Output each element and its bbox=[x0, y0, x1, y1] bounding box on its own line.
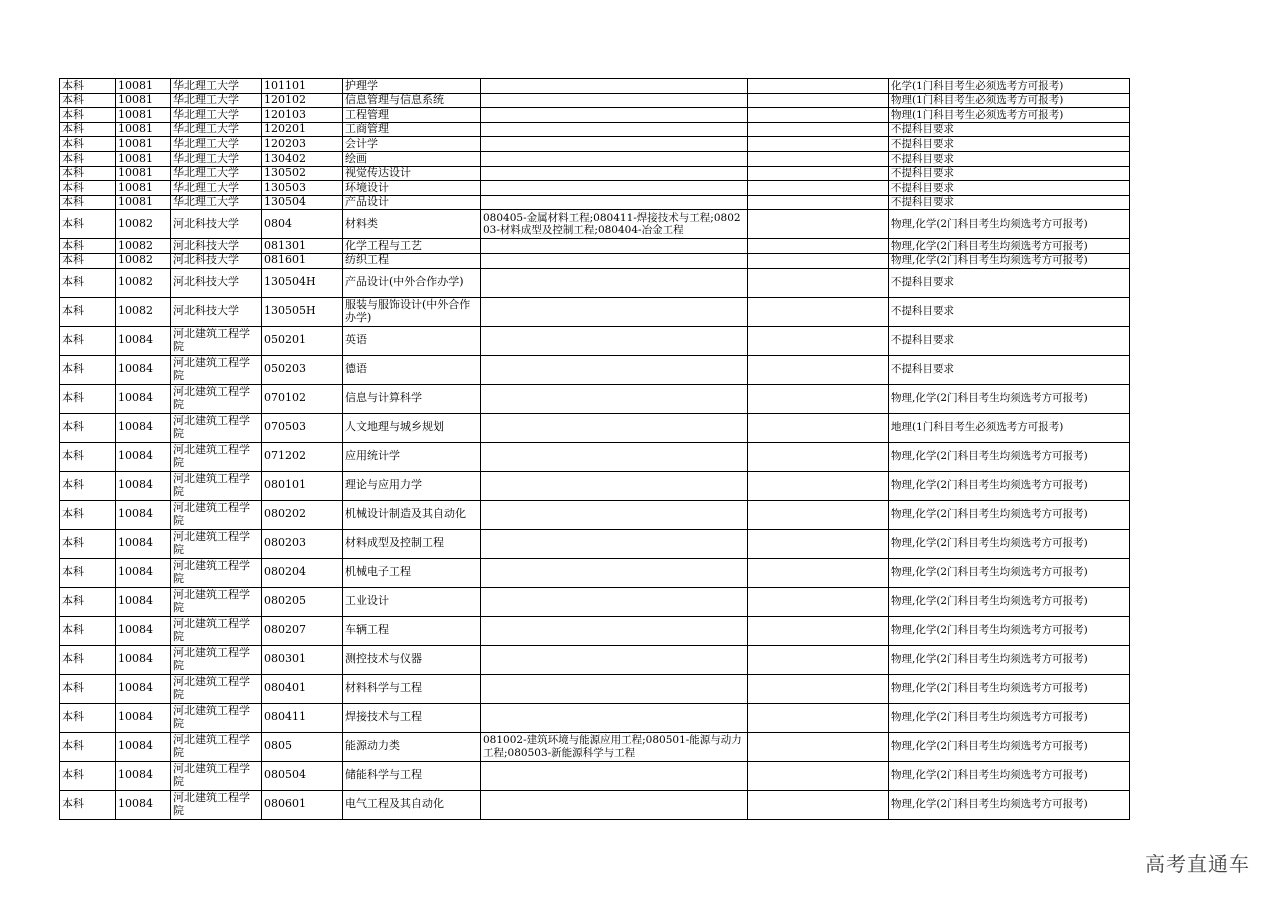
cell-subject-requirement: 不提科目要求 bbox=[889, 151, 1130, 166]
cell-school-name: 河北建筑工程学院 bbox=[171, 558, 262, 587]
cell-school-code: 10084 bbox=[116, 703, 171, 732]
cell-major-code: 130504H bbox=[262, 268, 343, 297]
cell-level: 本科 bbox=[60, 326, 116, 355]
cell-major-name: 德语 bbox=[343, 355, 481, 384]
cell-included-majors bbox=[481, 239, 748, 254]
cell-blank bbox=[748, 108, 889, 123]
cell-school-code: 10084 bbox=[116, 674, 171, 703]
cell-major-code: 080204 bbox=[262, 558, 343, 587]
cell-level: 本科 bbox=[60, 761, 116, 790]
cell-major-name: 绘画 bbox=[343, 151, 481, 166]
cell-subject-requirement: 物理,化学(2门科目考生均须选考方可报考) bbox=[889, 645, 1130, 674]
cell-major-name: 机械电子工程 bbox=[343, 558, 481, 587]
cell-subject-requirement: 物理(1门科目考生必须选考方可报考) bbox=[889, 93, 1130, 108]
cell-level: 本科 bbox=[60, 239, 116, 254]
cell-subject-requirement: 物理,化学(2门科目考生均须选考方可报考) bbox=[889, 674, 1130, 703]
cell-included-majors bbox=[481, 137, 748, 152]
cell-school-code: 10084 bbox=[116, 326, 171, 355]
cell-included-majors: 080405-金属材料工程;080411-焊接技术与工程;080203-材料成型及控制工程;080404-冶金工程 bbox=[481, 210, 748, 239]
cell-major-name: 焊接技术与工程 bbox=[343, 703, 481, 732]
cell-blank bbox=[748, 442, 889, 471]
cell-major-code: 120102 bbox=[262, 93, 343, 108]
cell-school-code: 10084 bbox=[116, 442, 171, 471]
cell-included-majors bbox=[481, 558, 748, 587]
cell-school-code: 10081 bbox=[116, 181, 171, 196]
cell-major-code: 050201 bbox=[262, 326, 343, 355]
table-row bbox=[60, 703, 1130, 732]
table-row bbox=[60, 442, 1130, 471]
table-row bbox=[60, 151, 1130, 166]
cell-subject-requirement: 物理,化学(2门科目考生均须选考方可报考) bbox=[889, 239, 1130, 254]
cell-included-majors bbox=[481, 703, 748, 732]
cell-subject-requirement: 不提科目要求 bbox=[889, 181, 1130, 196]
cell-major-code: 050203 bbox=[262, 355, 343, 384]
table-row bbox=[60, 326, 1130, 355]
cell-school-code: 10084 bbox=[116, 471, 171, 500]
cell-major-code: 130502 bbox=[262, 166, 343, 181]
table-row bbox=[60, 616, 1130, 645]
cell-level: 本科 bbox=[60, 151, 116, 166]
table-row bbox=[60, 355, 1130, 384]
cell-school-code: 10082 bbox=[116, 239, 171, 254]
cell-school-code: 10084 bbox=[116, 500, 171, 529]
cell-level: 本科 bbox=[60, 384, 116, 413]
cell-blank bbox=[748, 616, 889, 645]
cell-school-name: 河北建筑工程学院 bbox=[171, 790, 262, 819]
cell-level: 本科 bbox=[60, 355, 116, 384]
cell-major-name: 材料科学与工程 bbox=[343, 674, 481, 703]
cell-major-code: 081601 bbox=[262, 253, 343, 268]
cell-included-majors: 081002-建筑环境与能源应用工程;080501-能源与动力工程;080503-新能源科学与工程 bbox=[481, 732, 748, 761]
cell-major-code: 130402 bbox=[262, 151, 343, 166]
cell-blank bbox=[748, 166, 889, 181]
cell-major-code: 081301 bbox=[262, 239, 343, 254]
cell-school-name: 河北建筑工程学院 bbox=[171, 442, 262, 471]
cell-level: 本科 bbox=[60, 558, 116, 587]
cell-major-code: 071202 bbox=[262, 442, 343, 471]
cell-school-name: 河北建筑工程学院 bbox=[171, 587, 262, 616]
cell-subject-requirement: 物理,化学(2门科目考生均须选考方可报考) bbox=[889, 587, 1130, 616]
cell-level: 本科 bbox=[60, 297, 116, 326]
cell-major-name: 测控技术与仪器 bbox=[343, 645, 481, 674]
cell-school-name: 河北建筑工程学院 bbox=[171, 413, 262, 442]
cell-level: 本科 bbox=[60, 442, 116, 471]
cell-level: 本科 bbox=[60, 674, 116, 703]
cell-included-majors bbox=[481, 122, 748, 137]
cell-level: 本科 bbox=[60, 79, 116, 94]
cell-school-code: 10084 bbox=[116, 587, 171, 616]
cell-subject-requirement: 不提科目要求 bbox=[889, 166, 1130, 181]
cell-subject-requirement: 物理,化学(2门科目考生均须选考方可报考) bbox=[889, 529, 1130, 558]
cell-major-name: 化学工程与工艺 bbox=[343, 239, 481, 254]
cell-major-code: 080401 bbox=[262, 674, 343, 703]
cell-school-name: 河北建筑工程学院 bbox=[171, 500, 262, 529]
cell-included-majors bbox=[481, 166, 748, 181]
cell-subject-requirement: 不提科目要求 bbox=[889, 355, 1130, 384]
cell-included-majors bbox=[481, 442, 748, 471]
cell-school-name: 河北建筑工程学院 bbox=[171, 761, 262, 790]
cell-blank bbox=[748, 761, 889, 790]
cell-blank bbox=[748, 587, 889, 616]
cell-major-name: 护理学 bbox=[343, 79, 481, 94]
cell-level: 本科 bbox=[60, 210, 116, 239]
table-row bbox=[60, 587, 1130, 616]
table-row bbox=[60, 79, 1130, 94]
cell-major-code: 080301 bbox=[262, 645, 343, 674]
cell-level: 本科 bbox=[60, 253, 116, 268]
cell-subject-requirement: 不提科目要求 bbox=[889, 137, 1130, 152]
cell-school-code: 10082 bbox=[116, 210, 171, 239]
cell-major-code: 130503 bbox=[262, 181, 343, 196]
cell-subject-requirement: 物理,化学(2门科目考生均须选考方可报考) bbox=[889, 471, 1130, 500]
cell-subject-requirement: 化学(1门科目考生必须选考方可报考) bbox=[889, 79, 1130, 94]
table-row bbox=[60, 297, 1130, 326]
cell-major-code: 080411 bbox=[262, 703, 343, 732]
cell-school-name: 河北建筑工程学院 bbox=[171, 384, 262, 413]
cell-included-majors bbox=[481, 616, 748, 645]
cell-blank bbox=[748, 500, 889, 529]
cell-level: 本科 bbox=[60, 93, 116, 108]
cell-subject-requirement: 不提科目要求 bbox=[889, 195, 1130, 210]
cell-blank bbox=[748, 268, 889, 297]
admission-subject-table bbox=[59, 78, 1130, 820]
cell-major-code: 120201 bbox=[262, 122, 343, 137]
cell-major-name: 人文地理与城乡规划 bbox=[343, 413, 481, 442]
cell-school-name: 华北理工大学 bbox=[171, 166, 262, 181]
cell-major-name: 材料成型及控制工程 bbox=[343, 529, 481, 558]
cell-major-code: 120103 bbox=[262, 108, 343, 123]
cell-blank bbox=[748, 181, 889, 196]
cell-major-code: 080205 bbox=[262, 587, 343, 616]
table-row bbox=[60, 210, 1130, 239]
cell-subject-requirement: 物理,化学(2门科目考生均须选考方可报考) bbox=[889, 500, 1130, 529]
cell-included-majors bbox=[481, 384, 748, 413]
table-row bbox=[60, 181, 1130, 196]
cell-included-majors bbox=[481, 297, 748, 326]
cell-major-name: 储能科学与工程 bbox=[343, 761, 481, 790]
cell-blank bbox=[748, 645, 889, 674]
cell-school-name: 河北科技大学 bbox=[171, 268, 262, 297]
table-row bbox=[60, 558, 1130, 587]
cell-subject-requirement: 物理,化学(2门科目考生均须选考方可报考) bbox=[889, 761, 1130, 790]
cell-major-code: 080504 bbox=[262, 761, 343, 790]
cell-school-code: 10084 bbox=[116, 529, 171, 558]
cell-major-name: 产品设计 bbox=[343, 195, 481, 210]
cell-major-code: 070102 bbox=[262, 384, 343, 413]
cell-included-majors bbox=[481, 326, 748, 355]
cell-major-name: 理论与应用力学 bbox=[343, 471, 481, 500]
cell-level: 本科 bbox=[60, 108, 116, 123]
cell-school-name: 华北理工大学 bbox=[171, 195, 262, 210]
cell-school-code: 10084 bbox=[116, 790, 171, 819]
cell-major-name: 机械设计制造及其自动化 bbox=[343, 500, 481, 529]
cell-blank bbox=[748, 93, 889, 108]
cell-included-majors bbox=[481, 181, 748, 196]
cell-school-name: 河北科技大学 bbox=[171, 210, 262, 239]
cell-school-code: 10081 bbox=[116, 166, 171, 181]
table-row bbox=[60, 166, 1130, 181]
cell-major-name: 电气工程及其自动化 bbox=[343, 790, 481, 819]
table-row bbox=[60, 500, 1130, 529]
cell-school-name: 华北理工大学 bbox=[171, 93, 262, 108]
cell-included-majors bbox=[481, 645, 748, 674]
cell-major-name: 信息与计算科学 bbox=[343, 384, 481, 413]
cell-major-name: 车辆工程 bbox=[343, 616, 481, 645]
table-row bbox=[60, 471, 1130, 500]
cell-included-majors bbox=[481, 253, 748, 268]
cell-blank bbox=[748, 790, 889, 819]
cell-major-name: 产品设计(中外合作办学) bbox=[343, 268, 481, 297]
cell-school-name: 河北建筑工程学院 bbox=[171, 616, 262, 645]
cell-school-name: 华北理工大学 bbox=[171, 181, 262, 196]
cell-blank bbox=[748, 471, 889, 500]
cell-school-code: 10082 bbox=[116, 268, 171, 297]
cell-major-code: 0804 bbox=[262, 210, 343, 239]
table-row bbox=[60, 674, 1130, 703]
cell-subject-requirement: 不提科目要求 bbox=[889, 297, 1130, 326]
cell-blank bbox=[748, 79, 889, 94]
cell-included-majors bbox=[481, 151, 748, 166]
cell-school-name: 华北理工大学 bbox=[171, 108, 262, 123]
cell-major-name: 环境设计 bbox=[343, 181, 481, 196]
cell-major-name: 应用统计学 bbox=[343, 442, 481, 471]
cell-school-name: 河北科技大学 bbox=[171, 239, 262, 254]
cell-level: 本科 bbox=[60, 790, 116, 819]
table-row bbox=[60, 268, 1130, 297]
cell-subject-requirement: 物理,化学(2门科目考生均须选考方可报考) bbox=[889, 253, 1130, 268]
cell-included-majors bbox=[481, 790, 748, 819]
cell-major-code: 120203 bbox=[262, 137, 343, 152]
cell-major-name: 能源动力类 bbox=[343, 732, 481, 761]
cell-school-code: 10081 bbox=[116, 137, 171, 152]
cell-level: 本科 bbox=[60, 587, 116, 616]
cell-included-majors bbox=[481, 471, 748, 500]
cell-major-name: 视觉传达设计 bbox=[343, 166, 481, 181]
cell-school-code: 10084 bbox=[116, 384, 171, 413]
cell-school-name: 河北建筑工程学院 bbox=[171, 674, 262, 703]
table-row bbox=[60, 529, 1130, 558]
cell-level: 本科 bbox=[60, 616, 116, 645]
table-row bbox=[60, 384, 1130, 413]
cell-major-name: 服装与服饰设计(中外合作办学) bbox=[343, 297, 481, 326]
cell-major-name: 信息管理与信息系统 bbox=[343, 93, 481, 108]
cell-blank bbox=[748, 703, 889, 732]
cell-major-code: 080202 bbox=[262, 500, 343, 529]
cell-school-code: 10084 bbox=[116, 413, 171, 442]
cell-school-name: 河北科技大学 bbox=[171, 253, 262, 268]
cell-major-name: 会计学 bbox=[343, 137, 481, 152]
cell-school-code: 10084 bbox=[116, 645, 171, 674]
cell-major-code: 101101 bbox=[262, 79, 343, 94]
cell-school-name: 华北理工大学 bbox=[171, 137, 262, 152]
cell-school-code: 10084 bbox=[116, 761, 171, 790]
cell-school-code: 10081 bbox=[116, 195, 171, 210]
cell-major-code: 130505H bbox=[262, 297, 343, 326]
cell-subject-requirement: 物理,化学(2门科目考生均须选考方可报考) bbox=[889, 384, 1130, 413]
cell-subject-requirement: 物理,化学(2门科目考生均须选考方可报考) bbox=[889, 442, 1130, 471]
watermark-text: 高考直通车 bbox=[1145, 852, 1250, 876]
cell-major-name: 纺织工程 bbox=[343, 253, 481, 268]
cell-level: 本科 bbox=[60, 471, 116, 500]
cell-blank bbox=[748, 384, 889, 413]
cell-school-code: 10081 bbox=[116, 108, 171, 123]
cell-level: 本科 bbox=[60, 195, 116, 210]
table-row bbox=[60, 108, 1130, 123]
cell-level: 本科 bbox=[60, 268, 116, 297]
cell-major-code: 080207 bbox=[262, 616, 343, 645]
cell-school-name: 河北科技大学 bbox=[171, 297, 262, 326]
table-row bbox=[60, 645, 1130, 674]
cell-school-name: 河北建筑工程学院 bbox=[171, 326, 262, 355]
table-row bbox=[60, 253, 1130, 268]
cell-school-name: 华北理工大学 bbox=[171, 79, 262, 94]
cell-school-code: 10081 bbox=[116, 151, 171, 166]
cell-blank bbox=[748, 529, 889, 558]
cell-subject-requirement: 物理(1门科目考生必须选考方可报考) bbox=[889, 108, 1130, 123]
cell-included-majors bbox=[481, 79, 748, 94]
cell-included-majors bbox=[481, 674, 748, 703]
cell-level: 本科 bbox=[60, 137, 116, 152]
cell-blank bbox=[748, 732, 889, 761]
cell-school-code: 10084 bbox=[116, 616, 171, 645]
cell-subject-requirement: 物理,化学(2门科目考生均须选考方可报考) bbox=[889, 790, 1130, 819]
cell-level: 本科 bbox=[60, 413, 116, 442]
cell-blank bbox=[748, 558, 889, 587]
table-row bbox=[60, 790, 1130, 819]
cell-included-majors bbox=[481, 108, 748, 123]
cell-school-code: 10082 bbox=[116, 253, 171, 268]
cell-blank bbox=[748, 122, 889, 137]
cell-level: 本科 bbox=[60, 529, 116, 558]
table-row bbox=[60, 732, 1130, 761]
table-row bbox=[60, 93, 1130, 108]
cell-level: 本科 bbox=[60, 166, 116, 181]
cell-blank bbox=[748, 195, 889, 210]
cell-included-majors bbox=[481, 529, 748, 558]
cell-subject-requirement: 地理(1门科目考生必须选考方可报考) bbox=[889, 413, 1130, 442]
cell-school-code: 10084 bbox=[116, 355, 171, 384]
cell-included-majors bbox=[481, 355, 748, 384]
cell-level: 本科 bbox=[60, 645, 116, 674]
cell-included-majors bbox=[481, 413, 748, 442]
cell-blank bbox=[748, 413, 889, 442]
cell-school-name: 河北建筑工程学院 bbox=[171, 703, 262, 732]
cell-blank bbox=[748, 137, 889, 152]
cell-level: 本科 bbox=[60, 703, 116, 732]
cell-included-majors bbox=[481, 195, 748, 210]
cell-subject-requirement: 不提科目要求 bbox=[889, 268, 1130, 297]
cell-major-code: 080601 bbox=[262, 790, 343, 819]
cell-major-code: 080203 bbox=[262, 529, 343, 558]
cell-school-name: 河北建筑工程学院 bbox=[171, 471, 262, 500]
table-row bbox=[60, 122, 1130, 137]
cell-level: 本科 bbox=[60, 500, 116, 529]
cell-subject-requirement: 不提科目要求 bbox=[889, 122, 1130, 137]
cell-blank bbox=[748, 297, 889, 326]
cell-school-name: 华北理工大学 bbox=[171, 122, 262, 137]
cell-school-name: 河北建筑工程学院 bbox=[171, 355, 262, 384]
cell-level: 本科 bbox=[60, 122, 116, 137]
cell-blank bbox=[748, 210, 889, 239]
cell-major-name: 英语 bbox=[343, 326, 481, 355]
cell-subject-requirement: 物理,化学(2门科目考生均须选考方可报考) bbox=[889, 558, 1130, 587]
table-row bbox=[60, 239, 1130, 254]
cell-school-name: 河北建筑工程学院 bbox=[171, 732, 262, 761]
cell-subject-requirement: 物理,化学(2门科目考生均须选考方可报考) bbox=[889, 703, 1130, 732]
cell-included-majors bbox=[481, 93, 748, 108]
cell-subject-requirement: 物理,化学(2门科目考生均须选考方可报考) bbox=[889, 616, 1130, 645]
cell-school-code: 10084 bbox=[116, 732, 171, 761]
cell-major-name: 工商管理 bbox=[343, 122, 481, 137]
cell-level: 本科 bbox=[60, 181, 116, 196]
cell-school-code: 10082 bbox=[116, 297, 171, 326]
cell-included-majors bbox=[481, 268, 748, 297]
table-row bbox=[60, 413, 1130, 442]
table-row bbox=[60, 137, 1130, 152]
cell-included-majors bbox=[481, 500, 748, 529]
cell-major-code: 080101 bbox=[262, 471, 343, 500]
cell-major-name: 工程管理 bbox=[343, 108, 481, 123]
cell-subject-requirement: 物理,化学(2门科目考生均须选考方可报考) bbox=[889, 732, 1130, 761]
cell-level: 本科 bbox=[60, 732, 116, 761]
cell-blank bbox=[748, 326, 889, 355]
cell-subject-requirement: 不提科目要求 bbox=[889, 326, 1130, 355]
cell-blank bbox=[748, 355, 889, 384]
cell-school-code: 10081 bbox=[116, 93, 171, 108]
cell-school-code: 10081 bbox=[116, 122, 171, 137]
table-body bbox=[60, 79, 1130, 820]
table-row bbox=[60, 761, 1130, 790]
cell-school-code: 10081 bbox=[116, 79, 171, 94]
cell-major-code: 130504 bbox=[262, 195, 343, 210]
cell-major-code: 0805 bbox=[262, 732, 343, 761]
cell-blank bbox=[748, 253, 889, 268]
cell-blank bbox=[748, 151, 889, 166]
cell-school-code: 10084 bbox=[116, 558, 171, 587]
cell-school-name: 华北理工大学 bbox=[171, 151, 262, 166]
cell-subject-requirement: 物理,化学(2门科目考生均须选考方可报考) bbox=[889, 210, 1130, 239]
cell-major-name: 材料类 bbox=[343, 210, 481, 239]
cell-major-code: 070503 bbox=[262, 413, 343, 442]
cell-blank bbox=[748, 674, 889, 703]
cell-school-name: 河北建筑工程学院 bbox=[171, 529, 262, 558]
table-row bbox=[60, 195, 1130, 210]
cell-included-majors bbox=[481, 761, 748, 790]
cell-included-majors bbox=[481, 587, 748, 616]
cell-school-name: 河北建筑工程学院 bbox=[171, 645, 262, 674]
cell-blank bbox=[748, 239, 889, 254]
cell-major-name: 工业设计 bbox=[343, 587, 481, 616]
